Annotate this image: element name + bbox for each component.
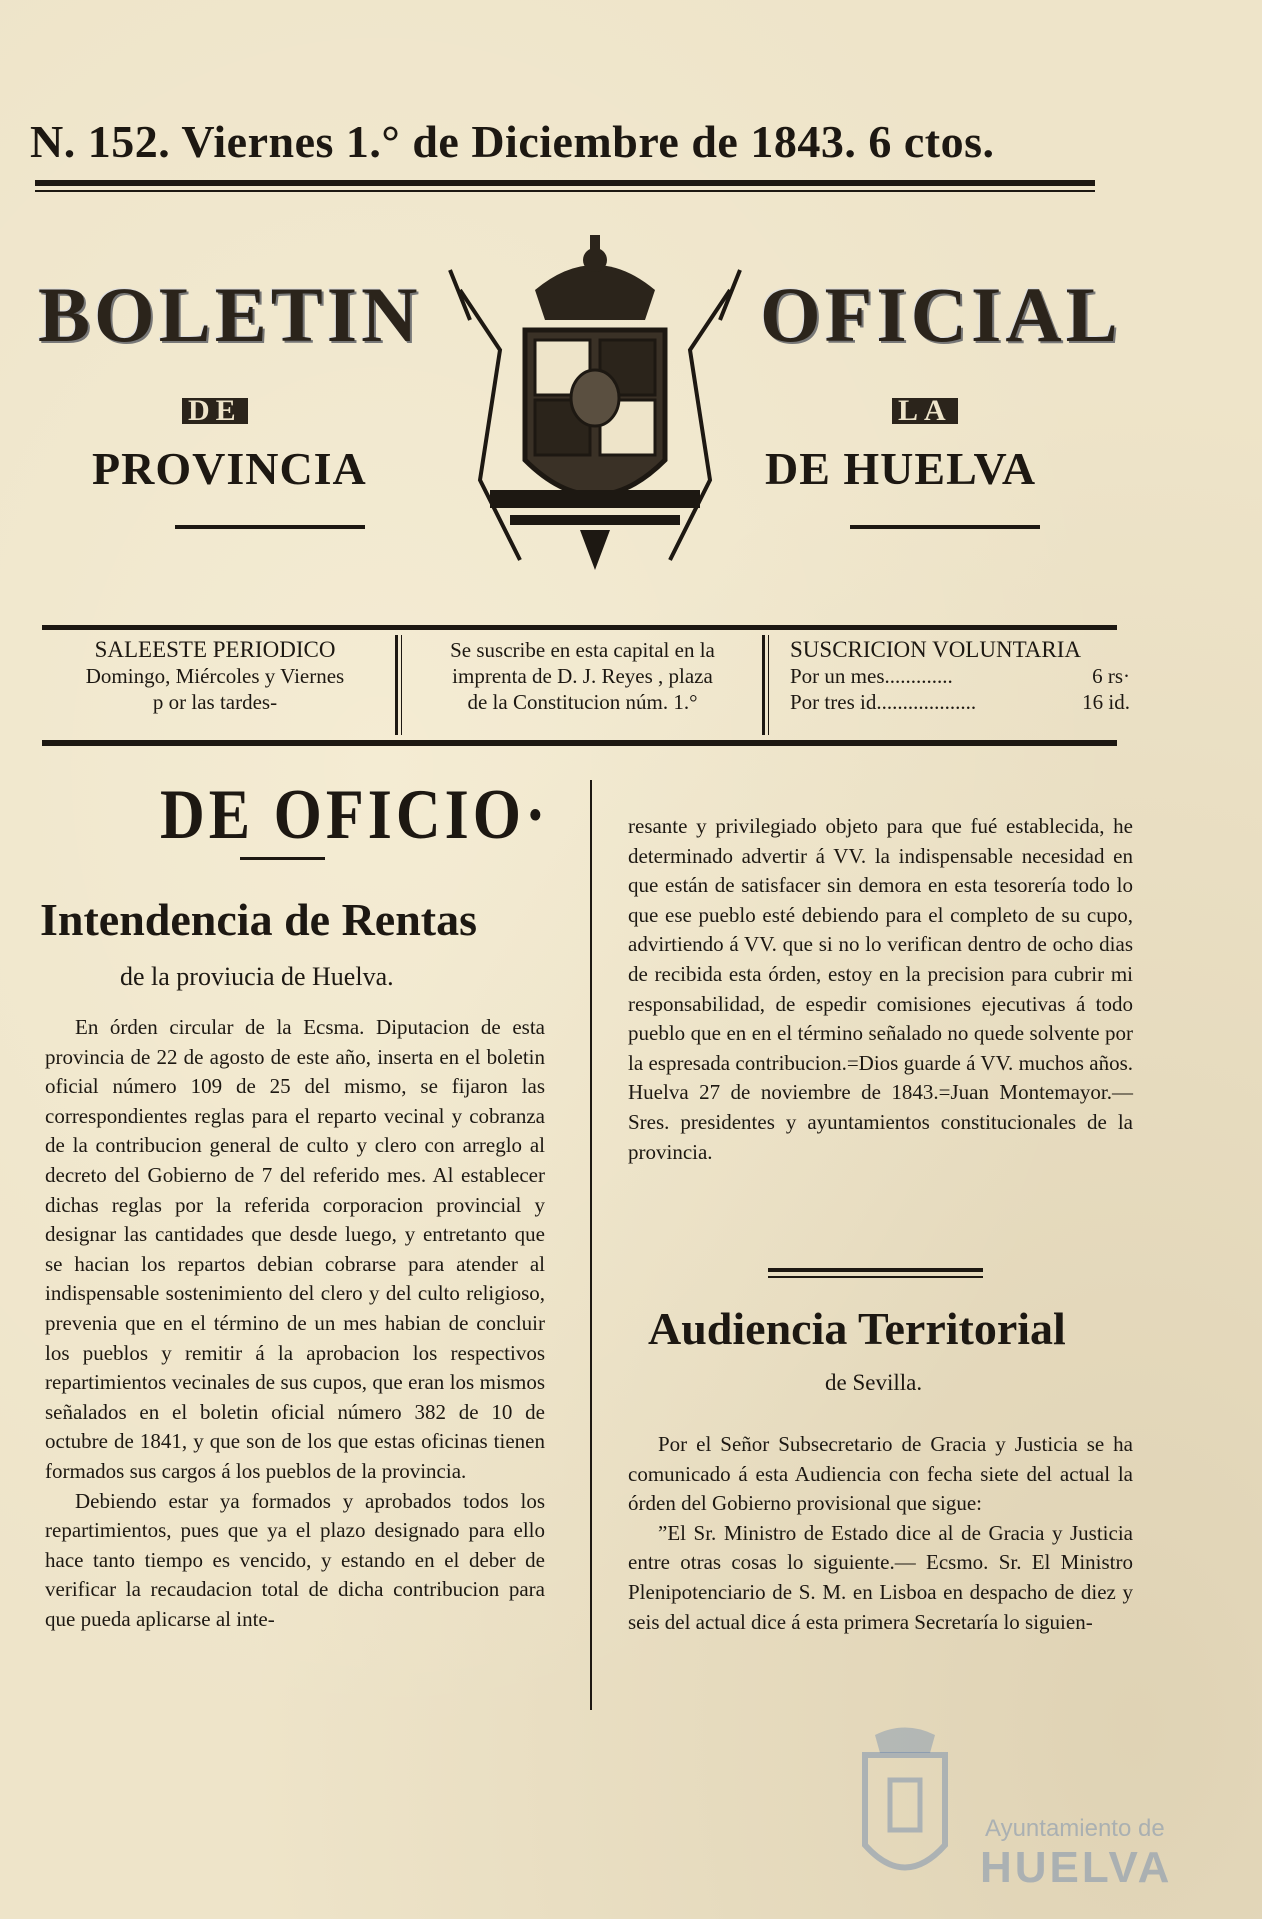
section-subtitle-audiencia: de Sevilla.	[825, 1370, 923, 1395]
info-subscription-prices	[790, 637, 1130, 737]
info-divider-1b	[401, 635, 402, 735]
paragraph: resante y privilegiado objeto para que fué establecida, he determinado advertir á VV. la indispensable necesidad en que están de satisfacer sin demora en esta tesorería todo lo que ese pueblo esté debiendo para el completo de su cupo, advirtiendo á VV. que si no lo verifican dentro de ocho dias de recibida esta órden, estoy en la precision para cubrir mi responsabilidad, de espedir comisiones ejecutivas á todo pueblo que en en el término señalado no quede solvente por la espresada contribucion.=Dios guarde á VV. muchos años. Huelva 27 de noviembre de 1843.=Juan Montemayor.—Sres. presidentes y ayuntamientos constitucionales de la provincia.	[628, 814, 1133, 1164]
title-de: DE	[182, 398, 248, 424]
right-column-text-1	[628, 812, 1133, 1167]
watermark-line-1: Ayuntamiento de	[985, 1815, 1165, 1842]
section-separator	[768, 1268, 983, 1272]
paragraph: ”El Sr. Ministro de Estado dice al de Gracia y Justicia entre otras cosas lo siguiente.— Ecsmo. Sr. El Ministro Plenipotenciario de S. M. en Lisboa en despacho de diez y seis del actual dice á esta primera Secretaría lo siguien-	[628, 1520, 1133, 1634]
issue-line: N. 152. Viernes 1.° de Diciembre de 1843. 6 ctos.	[30, 116, 995, 167]
price-label: Por un mes.............	[790, 664, 953, 688]
section-title-audiencia: Audiencia Territorial	[648, 1303, 1066, 1354]
huelva-shield-icon	[850, 1725, 960, 1895]
paragraph: Por el Señor Subsecretario de Gracia y Justicia se ha comunicado á esta Audiencia con fecha siete del actual la órden del Gobierno provisional que sigue:	[628, 1432, 1133, 1516]
price-value: 16 id.	[1082, 690, 1130, 714]
info-top-rule	[42, 625, 1117, 630]
info-publication-days	[40, 637, 390, 737]
price-value: 6 rs·	[1092, 664, 1130, 688]
masthead-rule-thin	[35, 190, 1095, 192]
masthead-rule	[35, 180, 1095, 186]
left-column-text	[45, 1013, 545, 1634]
title-oficial: OFICIAL	[760, 271, 1122, 358]
title-underline-right	[850, 525, 1040, 529]
section-heading-de-oficio: DE OFICIO·	[160, 775, 550, 855]
right-column-text-2	[628, 1430, 1133, 1637]
price-row-2	[790, 689, 1130, 715]
watermark-line-2: HUELVA	[980, 1843, 1173, 1892]
publication-title: SALEESTE PERIODICO	[94, 637, 336, 662]
subscription-line-1: Se suscribe en esta capital en la	[450, 638, 715, 662]
price-row-1	[790, 663, 1130, 689]
paragraph: En órden circular de la Ecsma. Diputacion de esta provincia de 22 de agosto de este año, inserta en el boletin oficial número 109 de 25 del mismo, se fijaron las correspondientes reglas para el reparto vecinal y cobranza de la contribucion general de culto y clero con arreglo al decreto del Gobierno de 7 del referido mes. Al establecer dichas reglas por la referida corporacion provincial y designar las cantidades que desde luego, y entretanto que se hacian los repartos debian cobrarse para atender al indispensable sostenimiento del clero y del culto religioso, prevenia que en el término de un mes habian de concluir los pueblos y remitir á la aprobacion los respectivos repartimientos vecinales de sus cupos, que eran los mismos señalados en el boletin oficial número 382 de 10 de octubre de 1841, y que son de los que estas oficinas tienen formados sus cargos á los pueblos de la provincia.	[45, 1015, 545, 1483]
publication-time: p or las tardes-	[152, 690, 278, 714]
publication-days: Domingo, Miércoles y Viernes	[85, 664, 345, 688]
ayuntamiento-watermark	[850, 1725, 1190, 1895]
title-underline-left	[175, 525, 365, 529]
title-la: LA	[892, 398, 958, 424]
section-subtitle-intendencia: de la proviucia de Huelva.	[120, 962, 394, 991]
section-title-intendencia: Intendencia de Rentas	[40, 894, 478, 945]
paragraph: Debiendo estar ya formados y aprobados todos los repartimientos, pues que ya el plazo designado para ello hace tanto tiempo es vencido, y estando en el deber de verificar la recaudacion total de dicha contribucion para que pueda aplicarse al inte-	[45, 1488, 545, 1631]
title-provincia: PROVINCIA	[92, 443, 367, 494]
info-subscription-place	[410, 637, 755, 737]
info-divider-2	[762, 635, 765, 735]
info-divider-2b	[768, 635, 769, 735]
section-separator-thin	[768, 1276, 983, 1278]
subscription-line-2: imprenta de D. J. Reyes , plaza	[452, 664, 713, 688]
price-label: Por tres id...................	[790, 690, 977, 714]
title-boletin: BOLETIN	[38, 271, 422, 358]
prices-title: SUSCRICION VOLUNTARIA	[790, 637, 1082, 662]
ornament-rule	[240, 857, 325, 860]
subscription-line-3: de la Constitucion núm. 1.°	[467, 690, 698, 714]
column-divider	[590, 780, 592, 1710]
info-bottom-rule	[42, 740, 1117, 746]
royal-coat-of-arms-icon	[440, 230, 750, 580]
info-divider-1	[395, 635, 398, 735]
title-de-huelva: DE HUELVA	[765, 443, 1037, 494]
